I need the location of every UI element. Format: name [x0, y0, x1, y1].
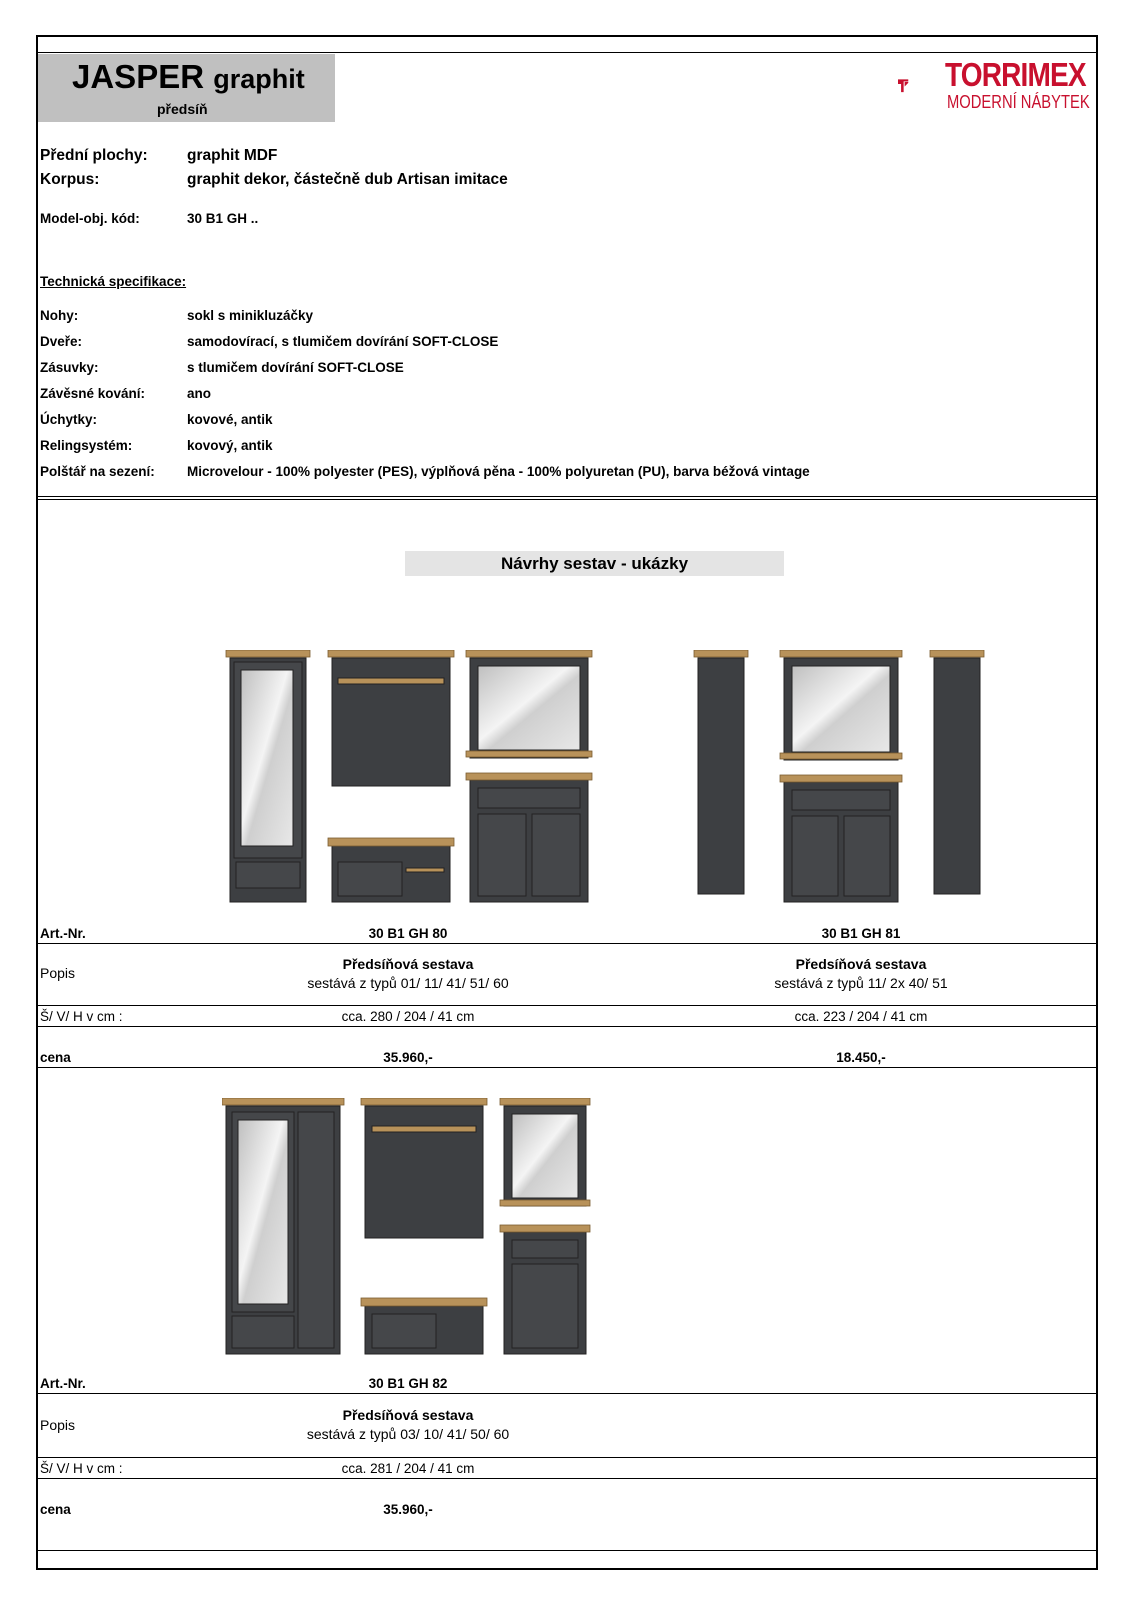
art-label: Art.-Nr.	[40, 1376, 86, 1391]
set-price: 35.960,-	[383, 1050, 433, 1065]
price-label: cena	[40, 1050, 71, 1065]
spec-label: Dveře:	[40, 334, 83, 349]
table-line	[36, 1067, 1098, 1068]
section-heading: Návrhy sestav - ukázky	[405, 551, 784, 576]
set-name: Předsíňová sestava	[342, 1407, 474, 1423]
spec-label: Polštář na sezení:	[40, 464, 155, 479]
dims-label: Š/ V/ H v cm :	[40, 1009, 123, 1024]
spec-title: Technická specifikace:	[40, 274, 187, 289]
spec-value: samodovírací, s tlumičem dovírání SOFT-CLOSE	[187, 334, 499, 349]
frame-inner-line	[36, 52, 1098, 53]
table-line	[36, 1005, 1098, 1006]
table-line	[36, 1026, 1098, 1027]
furniture-illustration-set-80-81	[220, 650, 1010, 915]
set-price: 18.450,-	[836, 1050, 886, 1065]
table-line	[36, 1550, 1098, 1551]
spec-value: s tlumičem dovírání SOFT-CLOSE	[187, 360, 404, 375]
torrimex-logo-icon	[898, 58, 948, 114]
logo-tagline: MODERNÍ NÁBYTEK	[947, 92, 1090, 112]
spec-value: kovové, antik	[187, 412, 273, 427]
furniture-illustration-set-82	[222, 1098, 602, 1358]
table-line	[36, 1457, 1098, 1458]
info-value: graphit dekor, částečně dub Artisan imitace	[187, 171, 508, 188]
art-number: 30 B1 GH 82	[368, 1376, 448, 1391]
spec-label: Zásuvky:	[40, 360, 99, 375]
product-title: JASPER graphit	[72, 58, 305, 95]
table-line	[36, 1478, 1098, 1479]
info-value: graphit MDF	[187, 147, 278, 164]
set-desc: sestává z typů 11/ 2x 40/ 51	[774, 975, 948, 991]
set-dims: cca. 281 / 204 / 41 cm	[341, 1461, 475, 1476]
spec-label: Relingsystém:	[40, 438, 133, 453]
spec-label: Úchytky:	[40, 412, 98, 427]
popis-label: Popis	[40, 1417, 76, 1433]
set-dims: cca. 280 / 204 / 41 cm	[341, 1009, 475, 1024]
set-name: Předsíňová sestava	[342, 956, 474, 972]
spec-value: ano	[187, 386, 212, 401]
spec-value: Microvelour - 100% polyester (PES), výplňová pěna - 100% polyuretan (PU), barva béžová vintage	[187, 464, 810, 479]
divider	[36, 496, 1098, 497]
info-value: 30 B1 GH ..	[187, 211, 259, 226]
logo-name: TORRIMEX	[945, 56, 1086, 93]
table-line	[36, 943, 1098, 944]
art-number: 30 B1 GH 80	[368, 926, 448, 941]
set-price: 35.960,-	[383, 1502, 433, 1517]
set-dims: cca. 223 / 204 / 41 cm	[794, 1009, 928, 1024]
set-name: Předsíňová sestava	[795, 956, 927, 972]
spec-value: kovový, antik	[187, 438, 273, 453]
dims-label: Š/ V/ H v cm :	[40, 1461, 123, 1476]
price-label: cena	[40, 1502, 71, 1517]
art-label: Art.-Nr.	[40, 926, 86, 941]
divider	[36, 499, 1098, 500]
info-label: Model-obj. kód:	[40, 211, 140, 226]
spec-label: Závěsné kování:	[40, 386, 146, 401]
table-line	[36, 1393, 1098, 1394]
set-desc: sestává z typů 03/ 10/ 41/ 50/ 60	[306, 1426, 510, 1442]
product-subtitle: předsíň	[157, 101, 208, 117]
art-number: 30 B1 GH 81	[821, 926, 901, 941]
spec-value: sokl s minikluzáčky	[187, 308, 314, 323]
spec-label: Nohy:	[40, 308, 79, 323]
popis-label: Popis	[40, 965, 76, 981]
info-label: Korpus:	[40, 171, 100, 188]
info-label: Přední plochy:	[40, 147, 148, 164]
set-desc: sestává z typů 01/ 11/ 41/ 51/ 60	[307, 975, 509, 991]
